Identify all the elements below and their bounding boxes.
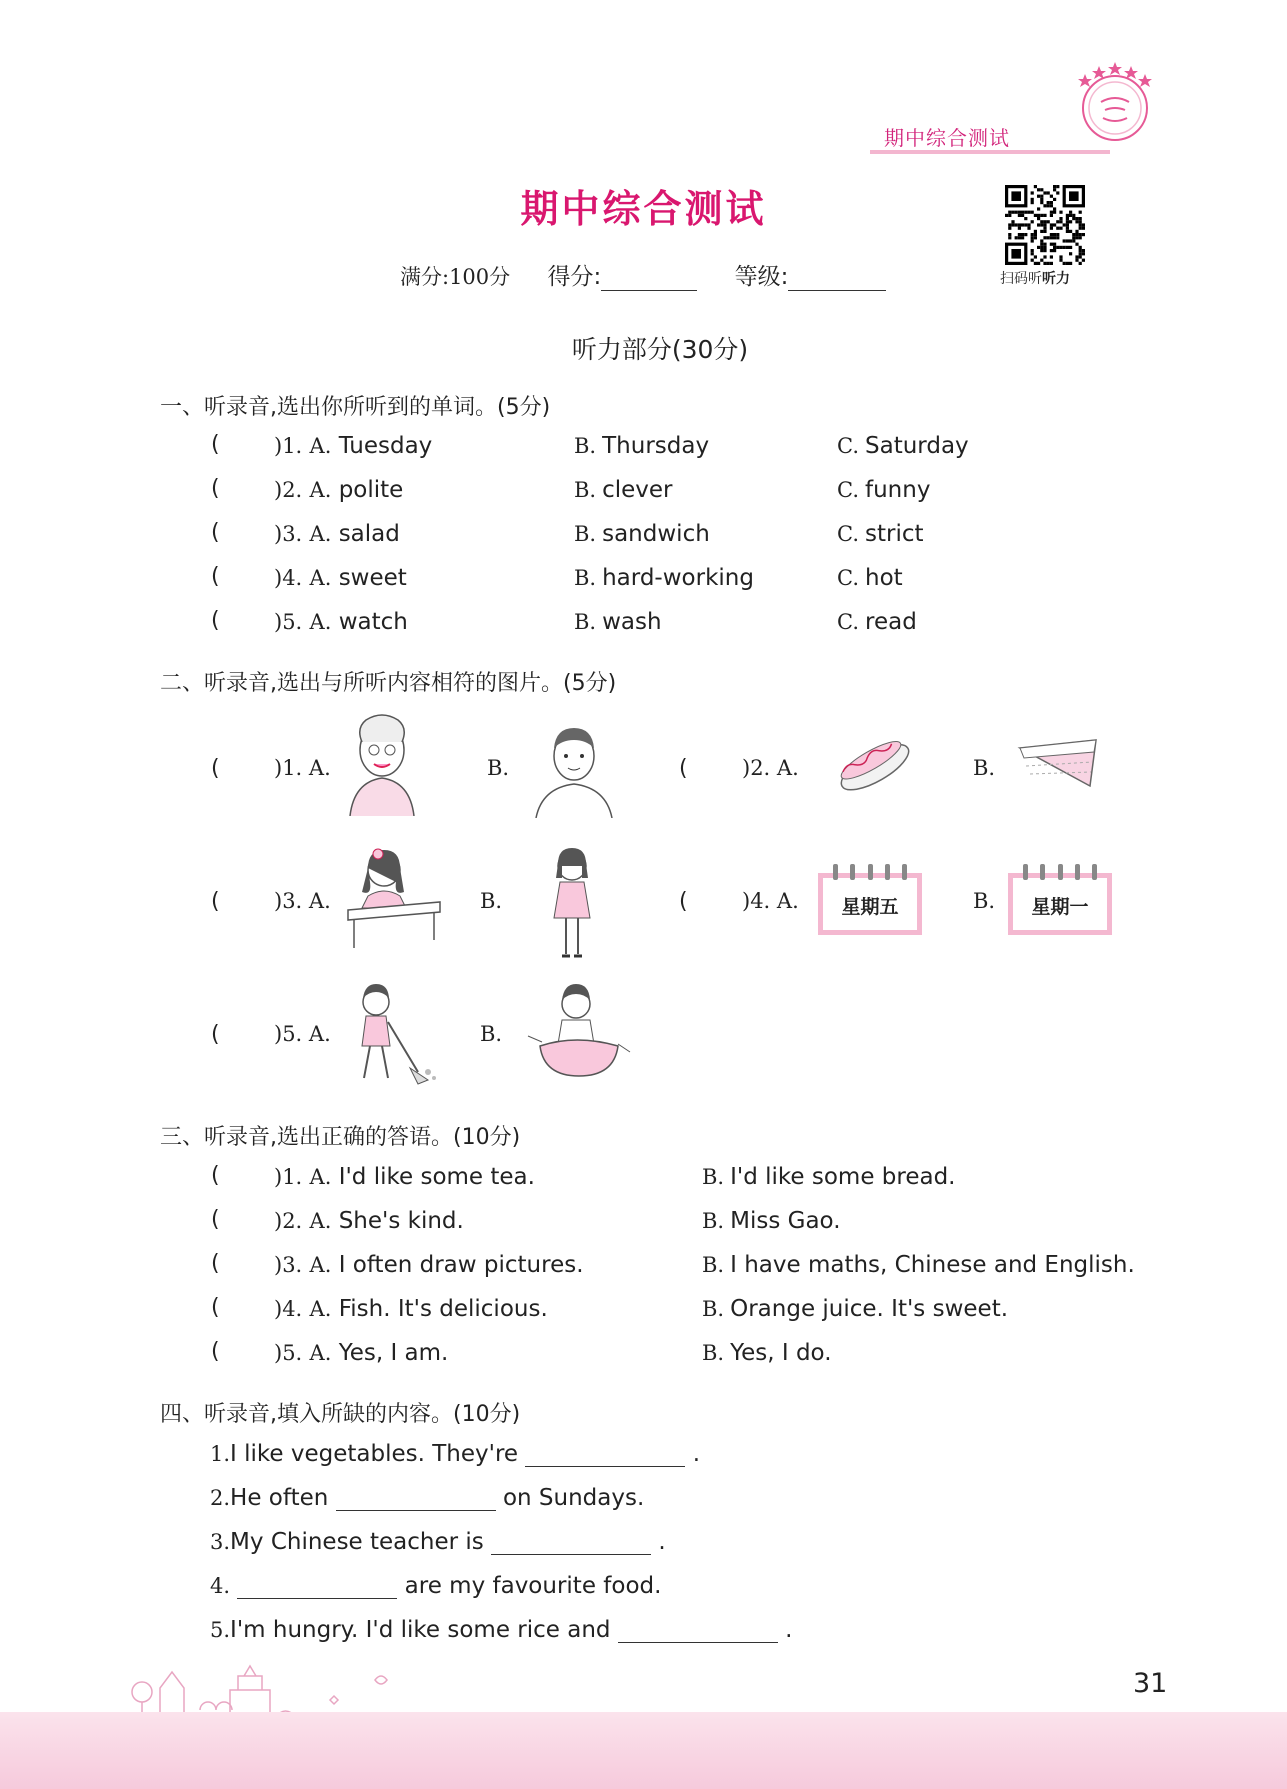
option-b xyxy=(702,1340,832,1366)
option-b xyxy=(702,1296,1008,1322)
answer-paren[interactable]: ( xyxy=(211,1163,220,1188)
option-b-label: B. xyxy=(973,889,996,913)
option-c-text: hot xyxy=(865,565,903,591)
option-c-label: C. xyxy=(837,478,859,502)
section3-title: 三、听录音,选出正确的答语。(10分) xyxy=(160,1125,521,1150)
option-b-text: sandwich xyxy=(602,521,710,547)
sentence-before: I like vegetables. They're xyxy=(230,1441,519,1467)
option-b-label: B. xyxy=(480,889,503,913)
option-b-label: B. xyxy=(480,1022,503,1046)
option-a-text: I often draw pictures. xyxy=(338,1252,584,1278)
question-number: )1. xyxy=(274,1165,303,1189)
fill-blank-row xyxy=(210,1485,644,1511)
option-a-label: A. xyxy=(776,889,799,913)
option-c-label: C. xyxy=(837,522,859,546)
ribbon-bar xyxy=(870,150,1110,154)
option-a-label: A. xyxy=(309,1297,332,1321)
question-number: 5. xyxy=(210,1618,231,1642)
answer-paren[interactable]: ( xyxy=(211,520,220,545)
section4-title: 四、听录音,填入所缺的内容。(10分) xyxy=(160,1402,521,1427)
option-b-label: B. xyxy=(702,1341,725,1365)
grade-blank[interactable] xyxy=(788,270,886,291)
answer-paren[interactable]: ( xyxy=(679,889,688,914)
question-row xyxy=(274,609,408,635)
option-b-label: B. xyxy=(574,522,597,546)
answer-paren[interactable]: ( xyxy=(679,756,688,781)
option-b xyxy=(574,433,709,459)
question-number: )2. xyxy=(274,478,303,502)
option-b xyxy=(702,1164,956,1190)
answer-paren[interactable]: ( xyxy=(211,476,220,501)
calendar-friday[interactable] xyxy=(818,873,922,935)
bottom-band xyxy=(0,1712,1287,1789)
option-a-label: A. xyxy=(776,756,799,780)
option-b-label: B. xyxy=(702,1253,725,1277)
answer-paren[interactable]: ( xyxy=(211,756,220,781)
option-b-label: B. xyxy=(574,566,597,590)
question-number: 3. xyxy=(210,1530,231,1554)
option-c xyxy=(837,609,917,635)
question-number: )3. xyxy=(274,889,303,913)
boy-washing-image[interactable] xyxy=(526,982,632,1086)
sentence-after: . xyxy=(692,1441,701,1467)
question-number: )3. xyxy=(274,522,303,546)
question-number: )1. xyxy=(274,756,303,780)
question-row xyxy=(274,433,432,459)
question-number: 2. xyxy=(210,1486,231,1510)
option-a-label: A. xyxy=(309,1341,332,1365)
option-a-label: A. xyxy=(309,434,332,458)
listening-heading: 听力部分(30分) xyxy=(571,335,749,364)
score-blank[interactable] xyxy=(601,270,697,291)
question-number: )3. xyxy=(274,1253,303,1277)
option-c xyxy=(837,477,930,503)
option-c-label: C. xyxy=(837,566,859,590)
option-a-label: A. xyxy=(309,1209,332,1233)
question-number: )5. xyxy=(274,1341,303,1365)
option-a-text: salad xyxy=(338,521,400,547)
section1-title: 一、听录音,选出你所听到的单词。(5分) xyxy=(160,395,551,420)
option-b-text: I'd like some bread. xyxy=(730,1164,956,1190)
grade-label: 等级: xyxy=(734,264,789,290)
option-a-label: A. xyxy=(309,566,332,590)
question-row xyxy=(274,521,400,547)
option-b-text: wash xyxy=(602,609,662,635)
option-b-text: Orange juice. It's sweet. xyxy=(730,1296,1009,1322)
answer-paren[interactable]: ( xyxy=(211,1295,220,1320)
option-a-label: A. xyxy=(309,478,332,502)
fill-blank-row xyxy=(210,1617,792,1643)
answer-paren[interactable]: ( xyxy=(211,1339,220,1364)
option-a-text: watch xyxy=(338,609,408,635)
option-b xyxy=(574,521,710,547)
sentence-before: He often xyxy=(230,1485,329,1511)
option-c-text: strict xyxy=(865,521,924,547)
answer-paren[interactable]: ( xyxy=(211,889,220,914)
answer-blank[interactable] xyxy=(525,1446,685,1467)
option-a-label: A. xyxy=(309,1165,332,1189)
score-label: 得分: xyxy=(547,264,602,290)
question-number: )5. xyxy=(274,1022,303,1046)
old-man-image[interactable] xyxy=(340,712,424,820)
sentence-before: I'm hungry. I'd like some rice and xyxy=(230,1617,611,1643)
option-c-label: C. xyxy=(837,610,859,634)
fill-blank-row xyxy=(210,1529,666,1555)
answer-blank[interactable] xyxy=(491,1534,651,1555)
option-b-label: B. xyxy=(487,756,510,780)
question-number: )2. xyxy=(742,756,771,780)
option-b xyxy=(702,1252,1135,1278)
qr-caption xyxy=(1000,268,1070,288)
question-number: 4. xyxy=(210,1574,231,1598)
question-row xyxy=(274,1340,448,1366)
option-a-text: I'd like some tea. xyxy=(338,1164,535,1190)
question-row xyxy=(274,565,407,591)
option-b-text: Miss Gao. xyxy=(730,1208,841,1234)
option-a-text: She's kind. xyxy=(338,1208,464,1234)
answer-paren[interactable]: ( xyxy=(211,564,220,589)
question-number: )5. xyxy=(274,610,303,634)
option-b xyxy=(574,565,754,591)
score-line xyxy=(400,258,886,291)
fill-blank-row xyxy=(210,1573,661,1599)
young-man-image[interactable] xyxy=(528,716,620,822)
sentence-after: on Sundays. xyxy=(502,1485,645,1511)
sandwich-image[interactable] xyxy=(1016,734,1100,802)
answer-blank[interactable] xyxy=(618,1622,778,1643)
page-title: 期中综合测试 xyxy=(520,187,767,231)
option-b-label: B. xyxy=(702,1297,725,1321)
question-row xyxy=(274,1208,464,1234)
girl-standing-image[interactable] xyxy=(544,846,600,964)
option-c xyxy=(837,565,903,591)
option-c-text: read xyxy=(865,609,917,635)
option-b-label: B. xyxy=(574,478,597,502)
option-a-label: A. xyxy=(308,756,331,780)
question-number: )1. xyxy=(274,434,303,458)
hot-dog-image[interactable] xyxy=(830,722,914,806)
option-b xyxy=(574,477,673,503)
option-b-text: I have maths, Chinese and English. xyxy=(730,1252,1135,1278)
option-b xyxy=(574,609,662,635)
question-row xyxy=(274,1252,584,1278)
section2-title: 二、听录音,选出与所听内容相符的图片。(5分) xyxy=(160,671,617,696)
question-number: )4. xyxy=(274,566,303,590)
sentence-before: My Chinese teacher is xyxy=(230,1529,484,1555)
answer-paren[interactable]: ( xyxy=(211,432,220,457)
option-a-text: polite xyxy=(338,477,404,503)
option-a-text: Yes, I am. xyxy=(338,1340,449,1366)
option-a-text: sweet xyxy=(338,565,407,591)
sentence-after: . xyxy=(785,1617,793,1643)
boy-sweeping-image[interactable] xyxy=(348,982,438,1090)
option-c xyxy=(837,433,969,459)
option-c xyxy=(837,521,924,547)
calendar-text: 星期一 xyxy=(1031,896,1089,918)
question-row xyxy=(274,1296,548,1322)
answer-paren[interactable]: ( xyxy=(211,1022,220,1047)
option-a-label: A. xyxy=(309,610,332,634)
page-number: 31 xyxy=(1133,1668,1168,1699)
answer-blank[interactable] xyxy=(237,1578,397,1599)
option-b-label: B. xyxy=(574,610,597,634)
option-a-label: A. xyxy=(308,1022,331,1046)
fill-blank-row xyxy=(210,1441,700,1467)
option-b-text: hard-working xyxy=(602,565,754,591)
publisher-logo xyxy=(1075,60,1155,150)
option-b-label: B. xyxy=(702,1209,725,1233)
answer-paren[interactable]: ( xyxy=(211,1207,220,1232)
option-b-text: Thursday xyxy=(602,433,710,459)
answer-paren[interactable]: ( xyxy=(211,1251,220,1276)
question-row xyxy=(274,1164,535,1190)
qr-caption-bold: 听力 xyxy=(1042,271,1070,287)
option-b-label: B. xyxy=(574,434,597,458)
option-b xyxy=(702,1208,841,1234)
option-c-label: C. xyxy=(837,434,859,458)
girl-drawing-image[interactable] xyxy=(344,846,444,954)
question-number: 1. xyxy=(210,1442,231,1466)
calendar-text: 星期五 xyxy=(841,896,899,918)
option-b-text: clever xyxy=(602,477,673,503)
sentence-after: . xyxy=(658,1529,666,1555)
option-b-label: B. xyxy=(702,1165,725,1189)
qr-code[interactable] xyxy=(1005,185,1085,265)
option-c-text: funny xyxy=(865,477,931,503)
answer-blank[interactable] xyxy=(336,1490,496,1511)
option-a-label: A. xyxy=(309,522,332,546)
option-c-text: Saturday xyxy=(865,433,969,459)
header-ribbon-label: 期中综合测试 xyxy=(884,126,1010,150)
option-a-label: A. xyxy=(308,889,331,913)
option-b-text: Yes, I do. xyxy=(730,1340,832,1366)
answer-paren[interactable]: ( xyxy=(211,608,220,633)
question-number: )4. xyxy=(742,889,771,913)
qr-caption-prefix: 扫码听 xyxy=(1000,271,1042,287)
sentence-after: are my favourite food. xyxy=(404,1573,662,1599)
option-a-label: A. xyxy=(309,1253,332,1277)
question-number: )4. xyxy=(274,1297,303,1321)
question-row xyxy=(274,477,403,503)
option-a-text: Tuesday xyxy=(338,433,433,459)
question-number: )2. xyxy=(274,1209,303,1233)
option-b-label: B. xyxy=(973,756,996,780)
option-a-text: Fish. It's delicious. xyxy=(338,1296,548,1322)
full-marks: 满分:100分 xyxy=(400,265,511,289)
calendar-monday[interactable] xyxy=(1008,873,1112,935)
